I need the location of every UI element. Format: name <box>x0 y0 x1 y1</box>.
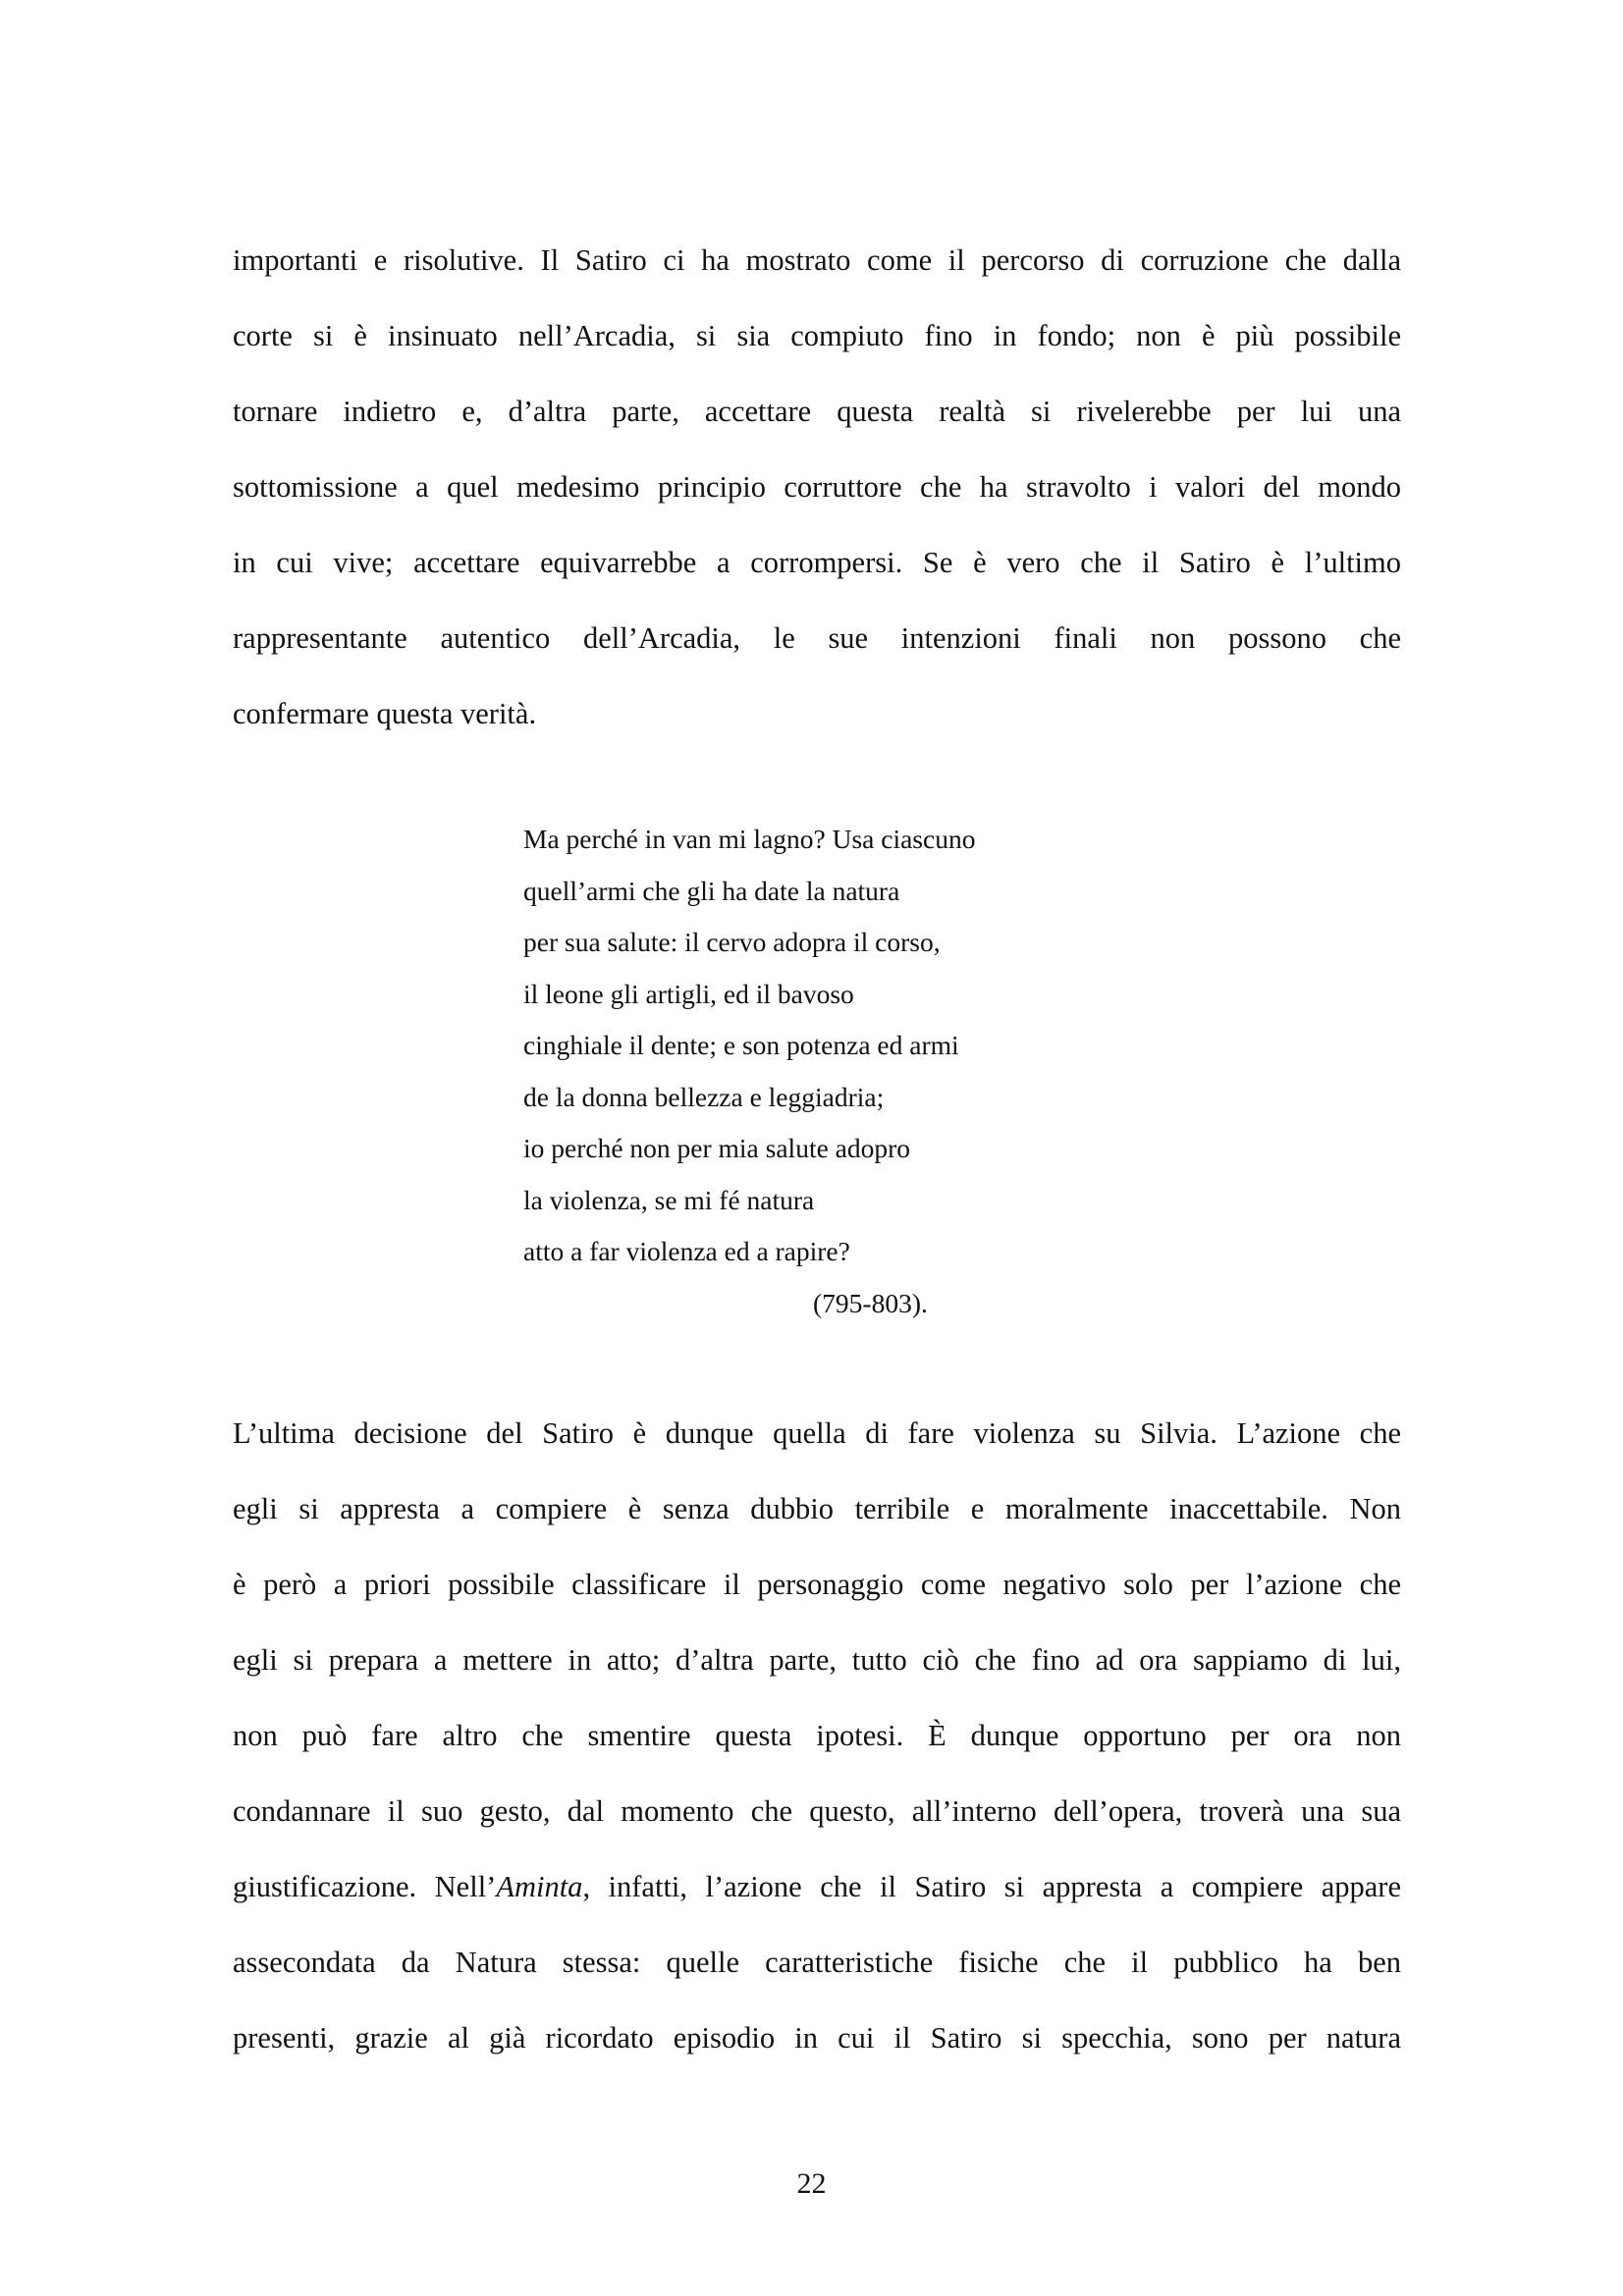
text-line: non può fare altro che smentire questa ipotesi. È dunque opportuno per ora non <box>233 1719 1401 1752</box>
text-line-with-title <box>233 1849 1401 1925</box>
verse-line: io perché non per mia salute adopro <box>523 1133 911 1163</box>
verse-line: Ma perché in van mi lagno? Usa ciascuno <box>523 824 976 854</box>
verse-citation: (795-803). <box>813 1287 928 1318</box>
text-line: condannare il suo gesto, dal momento che questo, all’interno dell’opera, troverà una sua <box>233 1794 1401 1828</box>
text-fragment: , infatti, l’azione che il Satiro si appresta a compiere appare <box>582 1870 1401 1903</box>
paragraph-1 <box>233 223 1401 752</box>
text-line: tornare indietro e, d’altra parte, accettare questa realtà si rivelerebbe per lui una <box>233 395 1401 428</box>
text-line: egli si prepara a mettere in atto; d’altra parte, tutto ciò che fino ad ora sappiamo di lui, <box>233 1643 1401 1677</box>
text-line: è però a priori possibile classificare il personaggio come negativo solo per l’azione che <box>233 1568 1401 1601</box>
page-number: 22 <box>796 2167 827 2200</box>
verse-line: de la donna bellezza e leggiadria; <box>523 1081 885 1112</box>
text-line: sottomissione a quel medesimo principio corruttore che ha stravolto i valori del mondo <box>233 470 1401 504</box>
verse-line: la violenza, se mi fé natura <box>523 1184 815 1215</box>
verse-line: per sua salute: il cervo adopra il corso, <box>523 927 941 957</box>
verse-quotation <box>523 814 1112 1329</box>
verse-line: il leone gli artigli, ed il bavoso <box>523 978 854 1009</box>
verse-line: atto a far violenza ed a rapire? <box>523 1236 850 1266</box>
text-line: rappresentante autentico dell’Arcadia, le sue intenzioni finali non possono che <box>233 621 1401 655</box>
text-line: in cui vive; accettare equivarrebbe a corrompersi. Se è vero che il Satiro è l’ultimo <box>233 546 1401 579</box>
paragraph-2 <box>233 1396 1401 2076</box>
text-line: corte si è insinuato nell’Arcadia, si sia compiuto fino in fondo; non è più possibile <box>233 319 1401 352</box>
text-line: L’ultima decisione del Satiro è dunque quella di fare violenza su Silvia. L’azione che <box>233 1416 1401 1450</box>
verse-line: cinghiale il dente; e son potenza ed armi <box>523 1030 959 1060</box>
text-fragment: giustificazione. Nell’ <box>233 1870 497 1903</box>
work-title-italic: Aminta <box>496 1870 583 1903</box>
text-line: presenti, grazie al già ricordato episodio in cui il Satiro si specchia, sono per natura <box>233 2021 1401 2055</box>
verse-line: quell’armi che gli ha date la natura <box>523 875 900 906</box>
text-line: egli si appresta a compiere è senza dubbio terribile e moralmente inaccettabile. Non <box>233 1492 1401 1525</box>
text-line: assecondata da Natura stessa: quelle caratteristiche fisiche che il pubblico ha ben <box>233 1946 1401 1979</box>
text-line: confermare questa verità. <box>233 697 537 730</box>
text-line: importanti e risolutive. Il Satiro ci ha mostrato come il percorso di corruzione che dalla <box>233 243 1401 277</box>
